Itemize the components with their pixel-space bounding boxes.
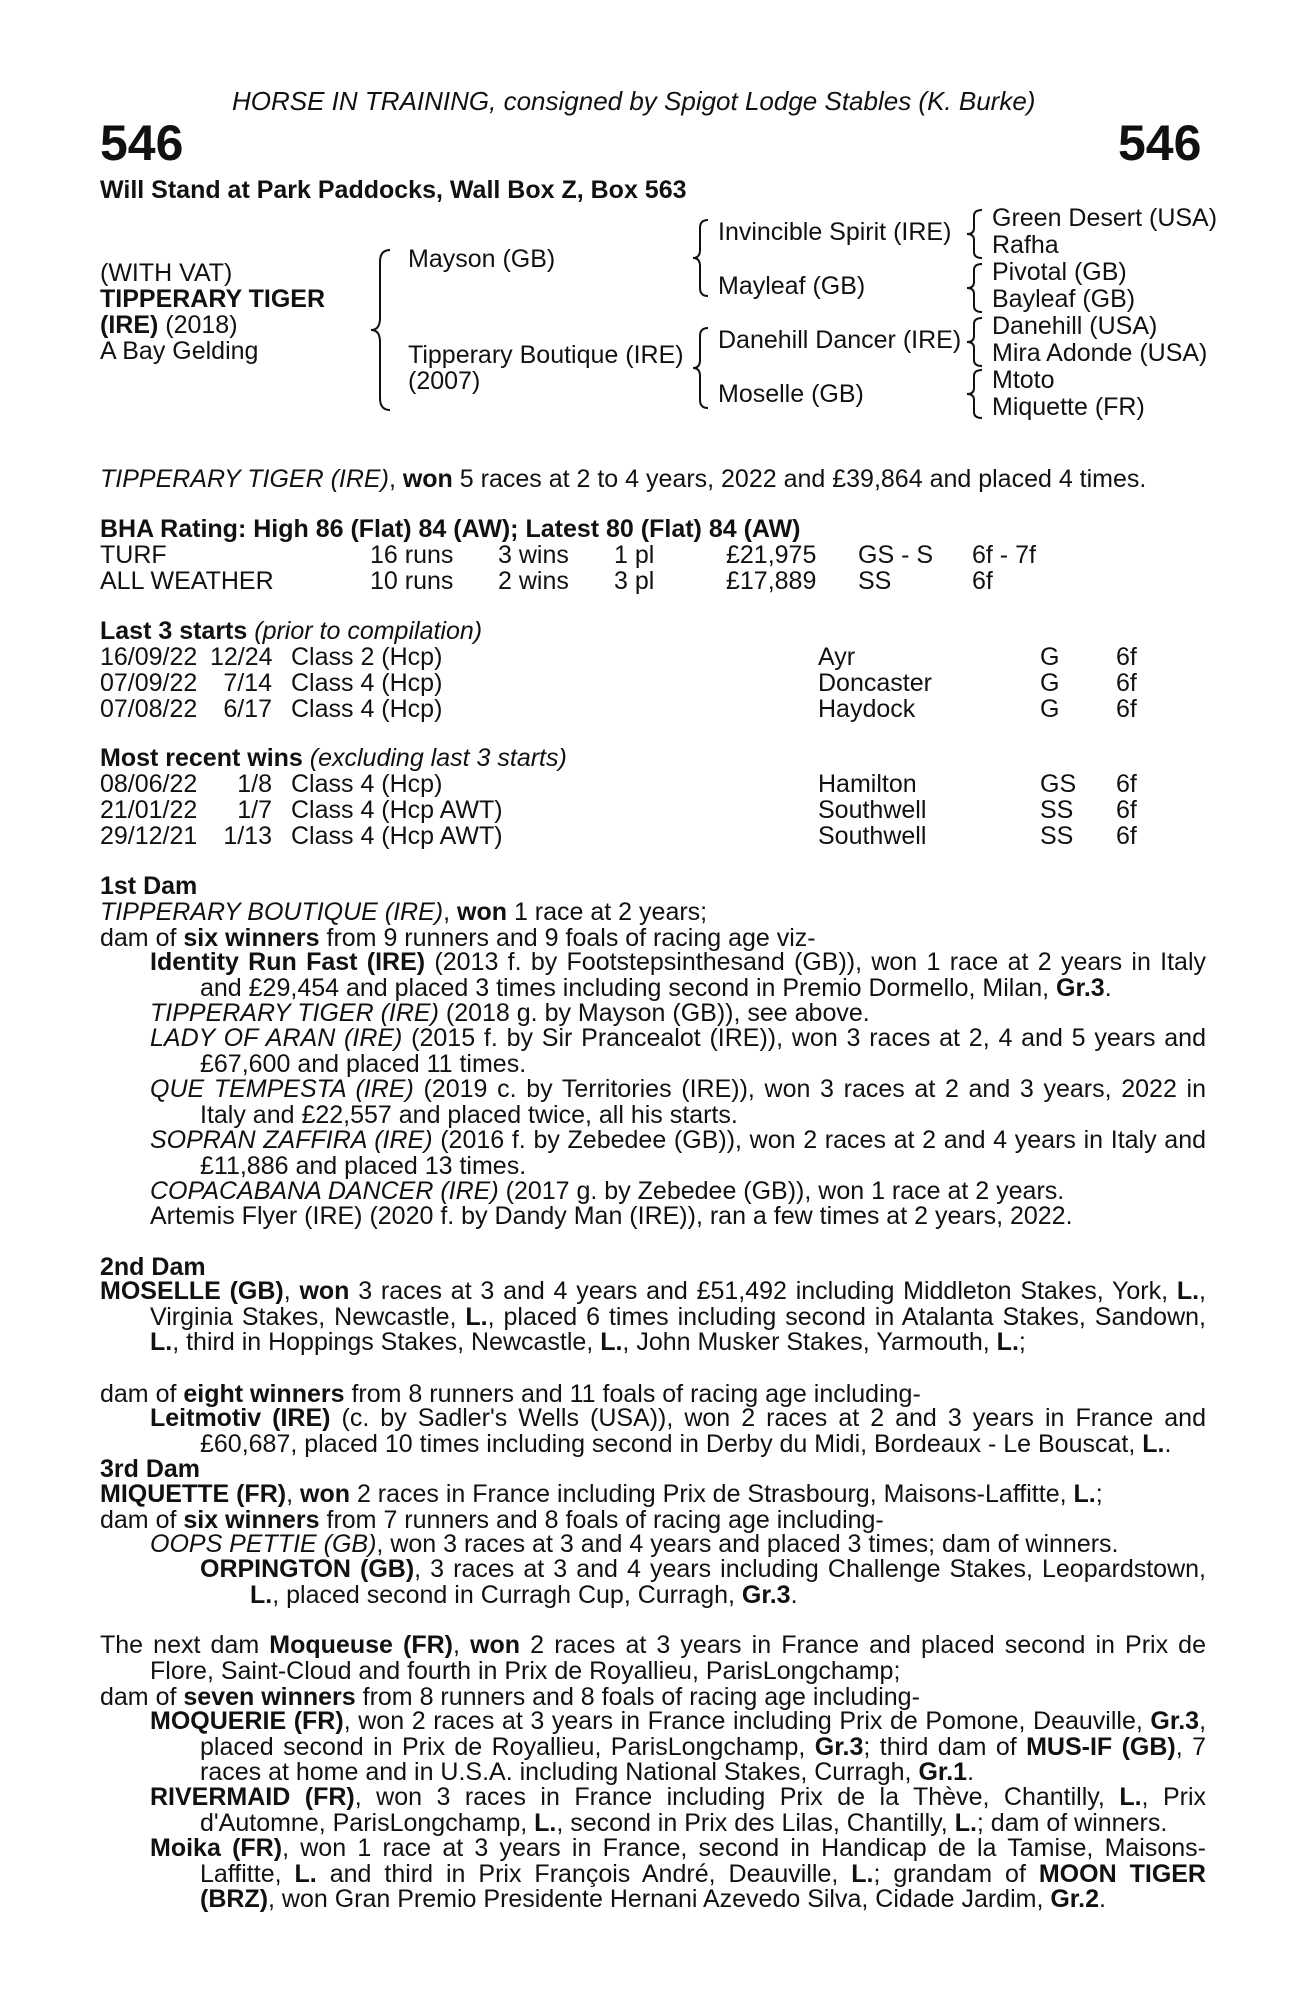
horse-name: TIPPERARY TIGER (100, 285, 326, 313)
pedigree-brace-ds (964, 316, 986, 368)
pedigree-dss: Danehill (USA) (992, 312, 1158, 340)
next-dam-progeny-1: MOQUERIE (FR), won 2 races at 3 years in France including Prix de Pomone, Deauville, Gr.3, placed second in Prix de Royallieu, ParisLongchamp, Gr.3; third dam of MUS-IF (GB), 7 races at home and in U.S.A. including National Stakes, Curragh, Gr.1. (150, 1707, 1207, 1786)
pedigree-brace-sire (690, 218, 712, 298)
pedigree-sss: Green Desert (USA) (992, 204, 1218, 232)
dam3-heading: 3rd Dam (100, 1455, 201, 1483)
pedigree-dam-year: (2007) (408, 367, 481, 395)
dam2-heading: 2nd Dam (100, 1253, 206, 1281)
pedigree-ssd: Rafha (992, 231, 1059, 259)
pedigree-brace-dam (690, 326, 712, 410)
dam1-produce-line: dam of six winners from 9 runners and 9 foals of racing age viz- (100, 924, 816, 952)
next-dam-progeny-3: Moika (FR), won 1 race at 3 years in France, second in Handicap de la Tamise, Maisons-Laffitte, L. and third in Prix François André, Deauville, L.; grandam of MOON TIGER (BRZ), won Gran Premio Presidente Hernani Azevedo Silva, Cidade Jardim, Gr.2. (150, 1834, 1206, 1913)
dam2-record: MOSELLE (GB), won 3 races at 3 and 4 years and £51,492 including Middleton Stakes, York, L., Virginia Stakes, Newcastle, L., placed 6 times including second in Atalanta Stakes, Sandown, L., third in Hoppings Stakes, Newcastle, L., John Musker Stakes, Yarmouth, L.; (100, 1277, 1206, 1356)
dam1-progeny-2: TIPPERARY TIGER (IRE) (2018 g. by Mayson (GB)), see above. (150, 999, 870, 1027)
next-dam-record: The next dam Moqueuse (FR), won 2 races at 3 years in France and placed second in Prix de Flore, Saint-Cloud and fourth in Prix de Royallieu, ParisLongchamp; (100, 1631, 1206, 1685)
race-summary: TIPPERARY TIGER (IRE), won 5 races at 2 to 4 years, 2022 and £39,864 and placed 4 times. (100, 465, 1147, 493)
horse-description: A Bay Gelding (100, 337, 259, 365)
dam1-progeny-6: COPACABANA DANCER (IRE) (2017 g. by Zebedee (GB)), won 1 race at 2 years. (150, 1177, 1065, 1205)
stand-location: Will Stand at Park Paddocks, Wall Box Z, Box 563 (100, 176, 687, 204)
dam1-progeny-1: Identity Run Fast (IRE) (2013 f. by Footstepsinthesand (GB)), won 1 race at 2 years in Italy and £29,454 and placed 3 times including second in Premio Dormello, Milan, Gr.3. (150, 948, 1206, 1002)
pedigree-ddd: Miquette (FR) (992, 393, 1145, 421)
dam3-progeny-1: OOPS PETTIE (GB), won 3 races at 3 and 4 years and placed 3 times; dam of winners. (150, 1530, 1119, 1558)
dam2-progeny-1: Leitmotiv (IRE) (c. by Sadler's Wells (USA)), won 2 races at 2 and 3 years in France and £60,687, placed 10 times including second in Derby du Midi, Bordeaux - Le Bouscat, L.. (150, 1404, 1206, 1458)
next-dam-produce-line: dam of seven winners from 8 runners and 8 foals of racing age including- (100, 1683, 920, 1711)
dam3-record: MIQUETTE (FR), won 2 races in France including Prix de Strasbourg, Maisons-Laffitte, L.; (100, 1480, 1103, 1508)
pedigree-sire-sire: Invincible Spirit (IRE) (718, 218, 952, 246)
last3-heading: Last 3 starts (prior to compilation) (100, 617, 483, 645)
horse-origin-year: (IRE) (2018) (100, 311, 238, 339)
pedigree-dsd: Mira Adonde (USA) (992, 339, 1208, 367)
pedigree-brace-main (368, 248, 396, 412)
pedigree-dam-dam: Moselle (GB) (718, 380, 864, 408)
dam3-produce-line: dam of six winners from 7 runners and 8 foals of racing age including- (100, 1506, 884, 1534)
pedigree-dam: Tipperary Boutique (IRE) (408, 341, 684, 369)
dam1-progeny-4: QUE TEMPESTA (IRE) (2019 c. by Territories (IRE)), won 3 races at 2 and 3 years, 2022 in Italy and £22,557 and placed twice, all his starts. (150, 1075, 1206, 1129)
dam1-name-line: TIPPERARY BOUTIQUE (IRE), won 1 race at 2 years; (100, 898, 708, 926)
pedigree-sds: Pivotal (GB) (992, 258, 1127, 286)
dam1-progeny-3: LADY OF ARAN (IRE) (2015 f. by Sir Prancealot (IRE)), won 3 races at 2, 4 and 5 years and £67,600 and placed 11 times. (150, 1024, 1206, 1078)
dam1-progeny-7: Artemis Flyer (IRE) (2020 f. by Dandy Man (IRE)), ran a few times at 2 years, 2022. (150, 1202, 1073, 1230)
pedigree-sire-dam: Mayleaf (GB) (718, 272, 866, 300)
pedigree-dds: Mtoto (992, 366, 1055, 394)
lot-number-right: 546 (1118, 115, 1202, 171)
dam1-heading: 1st Dam (100, 872, 198, 900)
next-dam-progeny-2: RIVERMAID (FR), won 3 races in France including Prix de la Thève, Chantilly, L., Prix d'Automne, ParisLongchamp, L., second in Prix des Lilas, Chantilly, L.; dam of winners. (150, 1783, 1206, 1837)
dam2-produce-line: dam of eight winners from 8 runners and 11 foals of racing age including- (100, 1380, 921, 1408)
pedigree-brace-dd (964, 368, 986, 420)
dam1-progeny-5: SOPRAN ZAFFIRA (IRE) (2016 f. by Zebedee (GB)), won 2 races at 2 and 4 years in Italy and £11,886 and placed 13 times. (150, 1126, 1206, 1180)
lot-number-left: 546 (100, 115, 184, 171)
pedigree-dam-sire: Danehill Dancer (IRE) (718, 326, 962, 354)
pedigree-sire: Mayson (GB) (408, 245, 556, 273)
bha-rating: BHA Rating: High 86 (Flat) 84 (AW); Latest 80 (Flat) 84 (AW) (100, 515, 801, 543)
recent-wins-heading: Most recent wins (excluding last 3 starts) (100, 744, 567, 772)
catalogue-header: HORSE IN TRAINING, consigned by Spigot Lodge Stables (K. Burke) (232, 86, 1036, 116)
pedigree-brace-sd (964, 262, 986, 314)
vat-note: (WITH VAT) (100, 259, 233, 287)
pedigree-sdd: Bayleaf (GB) (992, 285, 1136, 313)
pedigree-brace-ss (964, 208, 986, 260)
dam3-progeny-2: ORPINGTON (GB), 3 races at 3 and 4 years including Challenge Stakes, Leopardstown, L., placed second in Curragh Cup, Curragh, Gr.3. (200, 1555, 1206, 1609)
